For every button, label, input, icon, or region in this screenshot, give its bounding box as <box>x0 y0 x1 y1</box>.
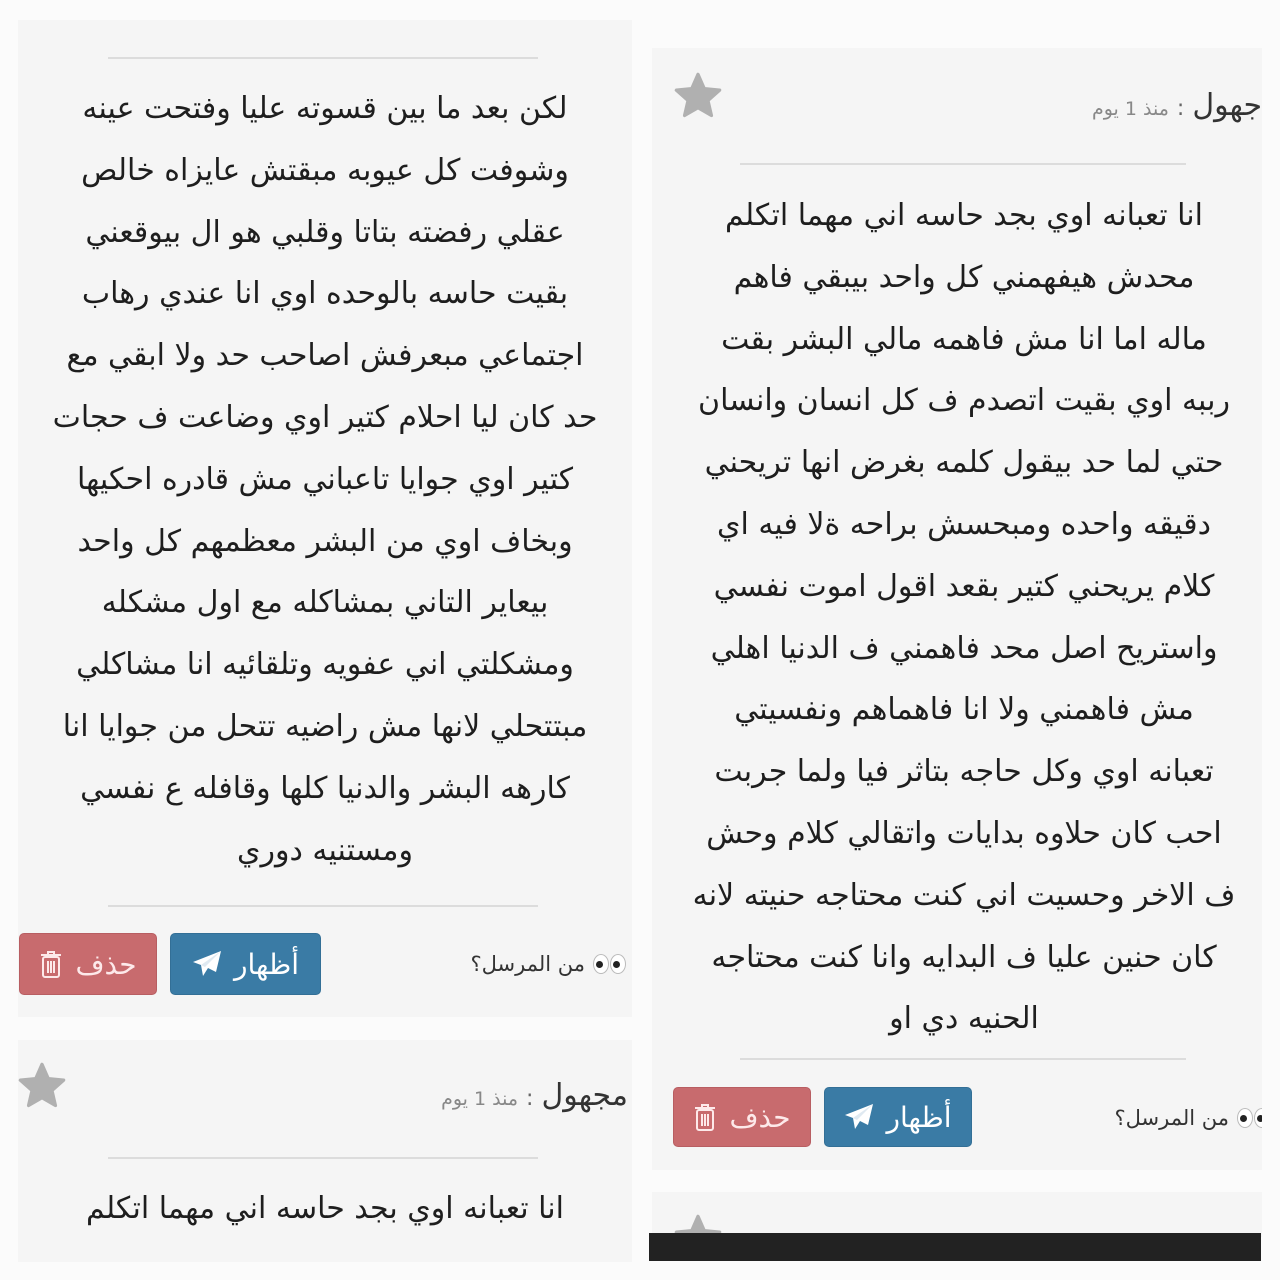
message-line: تعبانه اوي وكل حاجه بتاثر فيا ولما جربت <box>714 754 1214 790</box>
message-line: مش فاهمني ولا انا فاهماهم ونفسيتي <box>734 692 1194 728</box>
sender-line <box>1092 88 1262 123</box>
message-line: انا تعبانه اوي بجد حاسه اني مهما اتكلم <box>86 1191 564 1226</box>
sender-name: جهول <box>1192 88 1262 123</box>
message-line: لكن بعد ما بين قسوته عليا وفتحت عينه <box>82 91 568 126</box>
message-line: كارهه البشر والدنيا كلها وقافله ع نفسي <box>80 770 570 806</box>
show-label: أظهار <box>886 1100 952 1134</box>
message-line: رببه اوي بقيت اتصدم ف كل انسان وانسان <box>698 383 1230 419</box>
who-sent-label[interactable] <box>1114 1106 1262 1130</box>
who-sent-text: من المرسل؟ <box>470 952 585 976</box>
message-card-right <box>652 48 1262 1170</box>
message-line: ماله اما انا مش فاهمه مالي البشر بقت <box>721 321 1207 357</box>
message-line: ف الاخر وحسيت اني كنت محتاجه حنيته لانه <box>692 877 1236 913</box>
eyes-icon <box>1237 1108 1262 1128</box>
star-icon[interactable] <box>18 1060 68 1112</box>
separator: : <box>1176 96 1185 121</box>
show-button[interactable] <box>170 933 321 995</box>
message-card-left-top <box>18 20 632 1017</box>
message-line: اجتماعي مبعرفش اصاحب حد ولا ابقي مع <box>66 338 584 374</box>
message-line: وشوفت كل عيوبه مبقتش عايزاه خالص <box>81 152 569 188</box>
who-sent-text: من المرسل؟ <box>1114 1106 1229 1130</box>
bottom-bar <box>649 1233 1261 1261</box>
message-line: بيعاير التاني بمشاكله مع اول مشكله <box>101 585 549 621</box>
paper-plane-icon <box>844 1103 874 1131</box>
sender-name: مجهول <box>541 1078 628 1113</box>
divider <box>108 57 538 59</box>
delete-button[interactable] <box>673 1087 811 1147</box>
message-line: ومشكلتي اني عفويه وتلقائيه انا مشاكلي <box>76 647 574 683</box>
sender-line <box>441 1078 628 1113</box>
message-body <box>18 1178 632 1240</box>
message-line: مبتتحلي لانها مش راضيه تتحل من جوايا انا <box>62 708 588 744</box>
delete-label: حذف <box>75 947 137 981</box>
timestamp: منذ 1 يوم <box>1091 98 1169 120</box>
delete-label: حذف <box>729 1100 791 1134</box>
paper-plane-icon <box>192 950 222 978</box>
message-line: كتير اوي جوايا تاعباني مش قادره احكيها <box>76 461 574 497</box>
divider <box>740 163 1186 165</box>
message-line: واستريح اصل محد فاهمني ف الدنيا اهلي <box>710 630 1218 666</box>
message-line: الحنيه دي او <box>889 1001 1039 1037</box>
message-line: انا تعبانه اوي بجد حاسه اني مهما اتكلم <box>725 198 1203 233</box>
separator: : <box>526 1086 534 1111</box>
delete-button[interactable] <box>19 933 157 995</box>
trash-icon <box>693 1102 717 1132</box>
message-line: كان حنين عليا ف البدايه وانا كنت محتاجه <box>711 939 1217 975</box>
message-line: حد كان ليا احلام كتير اوي وضاعت ف حجات <box>52 399 598 435</box>
message-line: حتي لما حد بيقول كلمه بغرض انها تريحني <box>704 445 1224 481</box>
message-card-right-next <box>652 1192 1262 1237</box>
divider <box>740 1058 1186 1060</box>
who-sent-label[interactable] <box>470 952 626 976</box>
message-line: دقيقه واحده ومبحسش براحه ةلا فيه اي <box>716 506 1212 542</box>
timestamp: منذ 1 يوم <box>441 1088 519 1110</box>
message-body <box>18 78 632 881</box>
message-line: كلام يريحني كتير بقعد اقول اموت نفسي <box>713 568 1215 604</box>
star-icon[interactable] <box>672 70 724 122</box>
message-line: ومستنيه دوري <box>237 832 413 868</box>
show-button[interactable] <box>824 1087 972 1147</box>
divider <box>108 1157 538 1159</box>
divider <box>108 905 538 907</box>
message-line: محدش هيفهمني كل واحد بيبقي فاهم <box>733 259 1195 295</box>
show-label: أظهار <box>233 947 300 981</box>
message-line: عقلي رفضته بتاتا وقلبي هو ال بيوقعني <box>85 214 565 250</box>
eyes-icon <box>593 954 626 974</box>
message-line: وبخاف اوي من البشر معظمهم كل واحد <box>77 523 573 559</box>
trash-icon <box>39 949 63 979</box>
message-line: احب كان حلاوه بدايات واتقالي كلام وحش <box>706 815 1222 851</box>
message-line: بقيت حاسه بالوحده اوي انا عندي رهاب <box>81 276 569 312</box>
message-card-left-bottom <box>18 1040 632 1262</box>
message-body <box>652 185 1262 1050</box>
